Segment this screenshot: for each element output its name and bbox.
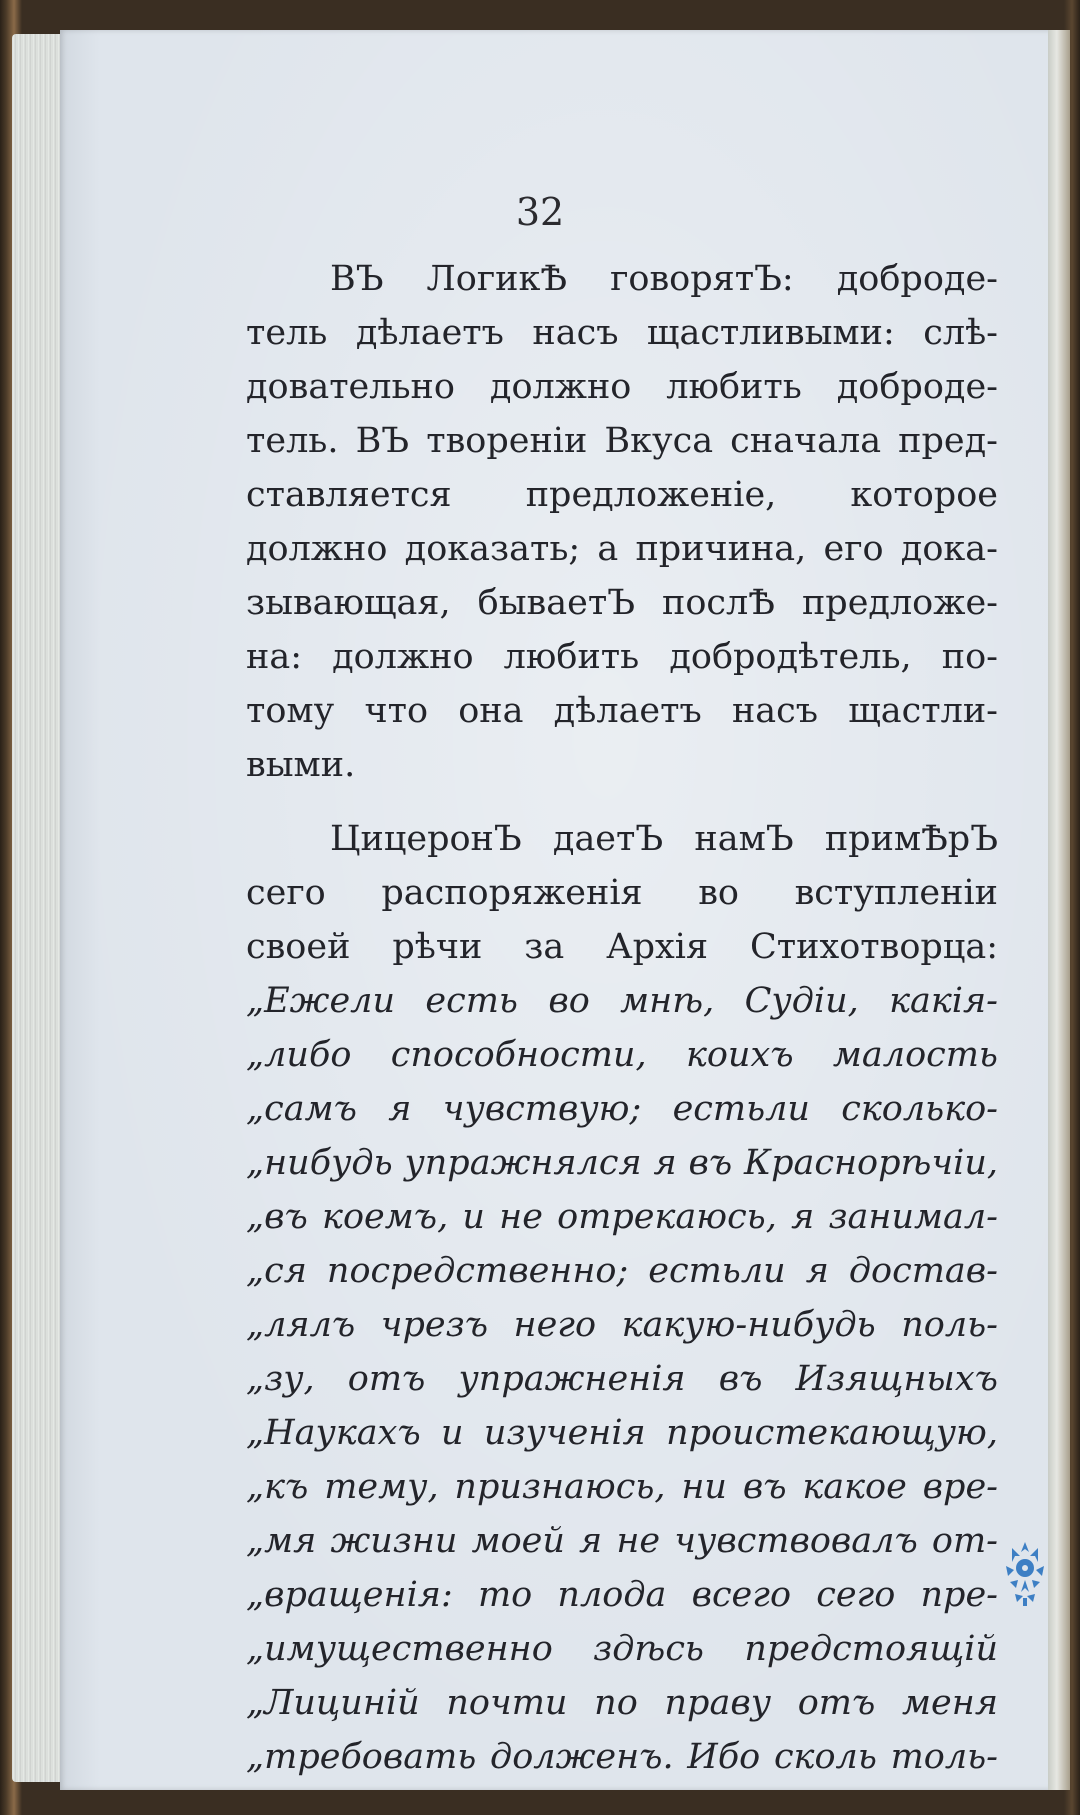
quote-line: „зу, отъ упражненія въ Изящныхъ bbox=[246, 1359, 998, 1399]
quote-line: „требовать долженъ. Ибо сколь толь- bbox=[246, 1737, 998, 1777]
quote-line: „нибудь упражнялся я въ Краснорѣчіи, bbox=[246, 1143, 998, 1183]
quote-line: „имущественно здѣсь предстоящій bbox=[246, 1629, 998, 1669]
quote-line: „Наукахъ и изученія проистекающую, bbox=[246, 1413, 998, 1453]
quote-line: „лялъ чрезъ него какую-нибудь поль- bbox=[246, 1305, 998, 1345]
text-line: на: должно любить добродѣтель, по- bbox=[246, 637, 998, 677]
paragraph-cicero bbox=[246, 812, 998, 1784]
library-stamp-icon bbox=[998, 1536, 1052, 1612]
text-line: тель дѣлаетъ насъ щастливыми: слѣ- bbox=[246, 313, 998, 353]
page-number: 32 bbox=[515, 190, 565, 234]
text-line: своей рѣчи за Архія Стихотворца: bbox=[246, 927, 998, 967]
quote-line: „ся посредственно; естьли я достав- bbox=[246, 1251, 998, 1291]
text-line: должно доказать; а причина, его дока- bbox=[246, 529, 998, 569]
paragraph-logic bbox=[246, 252, 998, 792]
quote-line: „къ тему, признаюсь, ни въ какое вре- bbox=[246, 1467, 998, 1507]
quote-line: „мя жизни моей я не чувствовалъ от- bbox=[246, 1521, 998, 1561]
text-line: ЦицеронЪ даетЪ намЪ примѢрЪ bbox=[330, 819, 998, 859]
text-line: тому что она дѣлаетъ насъ щастли- bbox=[246, 691, 998, 731]
binding-edge bbox=[1048, 30, 1070, 1790]
quote-line: „Лициній почти по праву отъ меня bbox=[246, 1683, 998, 1723]
text-line: сего распоряженія во вступленіи bbox=[246, 873, 998, 913]
quote-line: „въ коемъ, и не отрекаюсь, я занимал- bbox=[246, 1197, 998, 1237]
text-line: выми. bbox=[246, 745, 356, 785]
text-line: ставляется предложеніе, которое bbox=[246, 475, 998, 515]
quote-line: „вращенія: то плода всего сего пре- bbox=[246, 1575, 998, 1615]
text-line: ВЪ ЛогикѢ говорятЪ: доброде- bbox=[330, 259, 998, 299]
quote-line: „Ежели есть во мнѣ, Судіи, какія- bbox=[246, 981, 998, 1021]
text-line: тель. ВЪ твореніи Вкуса сначала пред- bbox=[246, 421, 998, 461]
page-text bbox=[246, 252, 998, 1784]
text-line: зывающая, бываетЪ послѢ предложе- bbox=[246, 583, 998, 623]
text-line: довательно должно любить доброде- bbox=[246, 367, 998, 407]
quote-line: „самъ я чувствую; естьли сколько- bbox=[246, 1089, 998, 1129]
quote-line: „либо способности, коихъ малость bbox=[246, 1035, 998, 1075]
